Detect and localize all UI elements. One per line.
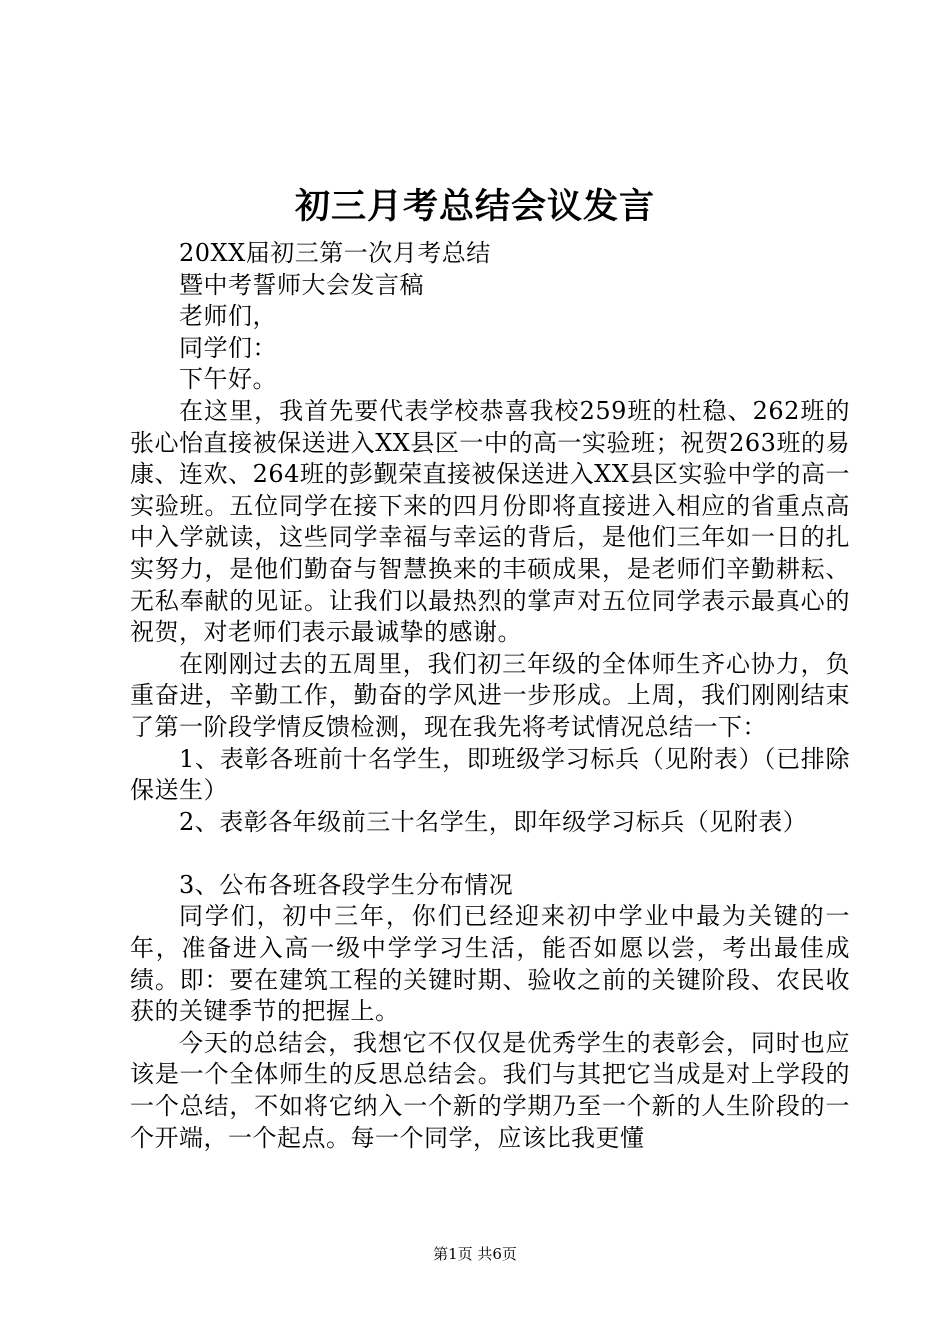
paragraph-congratulations: 在这里，我首先要代表学校恭喜我校259班的杜稳、262班的张心怡直接被保送进入XX县区一中的高一实验班；祝贺263班的易康、连欢、264班的彭觐荣直接被保送进入XX县区实验中学的高一实验班。五位同学在接下来的四月份即将直接进入相应的省重点高中入学就读，这些同学幸福与幸运的背后，是他们三年如一日的扎实努力，是他们勤奋与智慧换来的丰硕成果，是老师们辛勤耕耘、无私奉献的见证。让我们以最热烈的掌声对五位同学表示最真心的祝贺，对老师们表示最诚挚的感谢。 [130,396,850,647]
list-item-1: 1、表彰各班前十名学生，即班级学习标兵（见附表）（已排除保送生） [130,744,850,805]
blank-line [130,838,850,870]
paragraph-key-year: 同学们，初中三年，你们已经迎来初中学业中最为关键的一年，准备进入高一级中学学习生活，能否如愿以尝，考出最佳成绩。即：要在建筑工程的关键时期、验收之前的关键阶段、农民收获的关键季节的把握上。 [130,902,850,1026]
list-item-3: 3、公布各班各段学生分布情况 [179,870,514,899]
greeting: 下午好。 [179,365,277,394]
document-body [130,238,850,1154]
salutation-students: 同学们： [179,333,277,362]
page-number-footer: 第1页 共6页 [433,1245,517,1263]
paragraph-reflection: 今天的总结会，我想它不仅仅是优秀学生的表彰会，同时也应该是一个全体师生的反思总结会。我们与其把它当成是对上学段的一个总结，不如将它纳入一个新的学期乃至一个新的人生阶段的一个开端，一个起点。每一个同学，应该比我更懂 [130,1028,850,1152]
subtitle-line-2: 暨中考誓师大会发言稿 [179,270,424,299]
list-item-2: 2、表彰各年级前三十名学生，即年级学习标兵（见附表） [179,807,808,836]
subtitle-line-1: 20XX届初三第一次月考总结 [179,239,491,267]
salutation-teachers: 老师们， [179,302,277,331]
paragraph-summary-intro: 在刚刚过去的五周里，我们初三年级的全体师生齐心协力，负重奋进，辛勤工作，勤奋的学风进一步形成。上周，我们刚刚结束了第一阶段学情反馈检测，现在我先将考试情况总结一下： [130,649,850,741]
document-title: 初三月考总结会议发言 [294,186,655,227]
